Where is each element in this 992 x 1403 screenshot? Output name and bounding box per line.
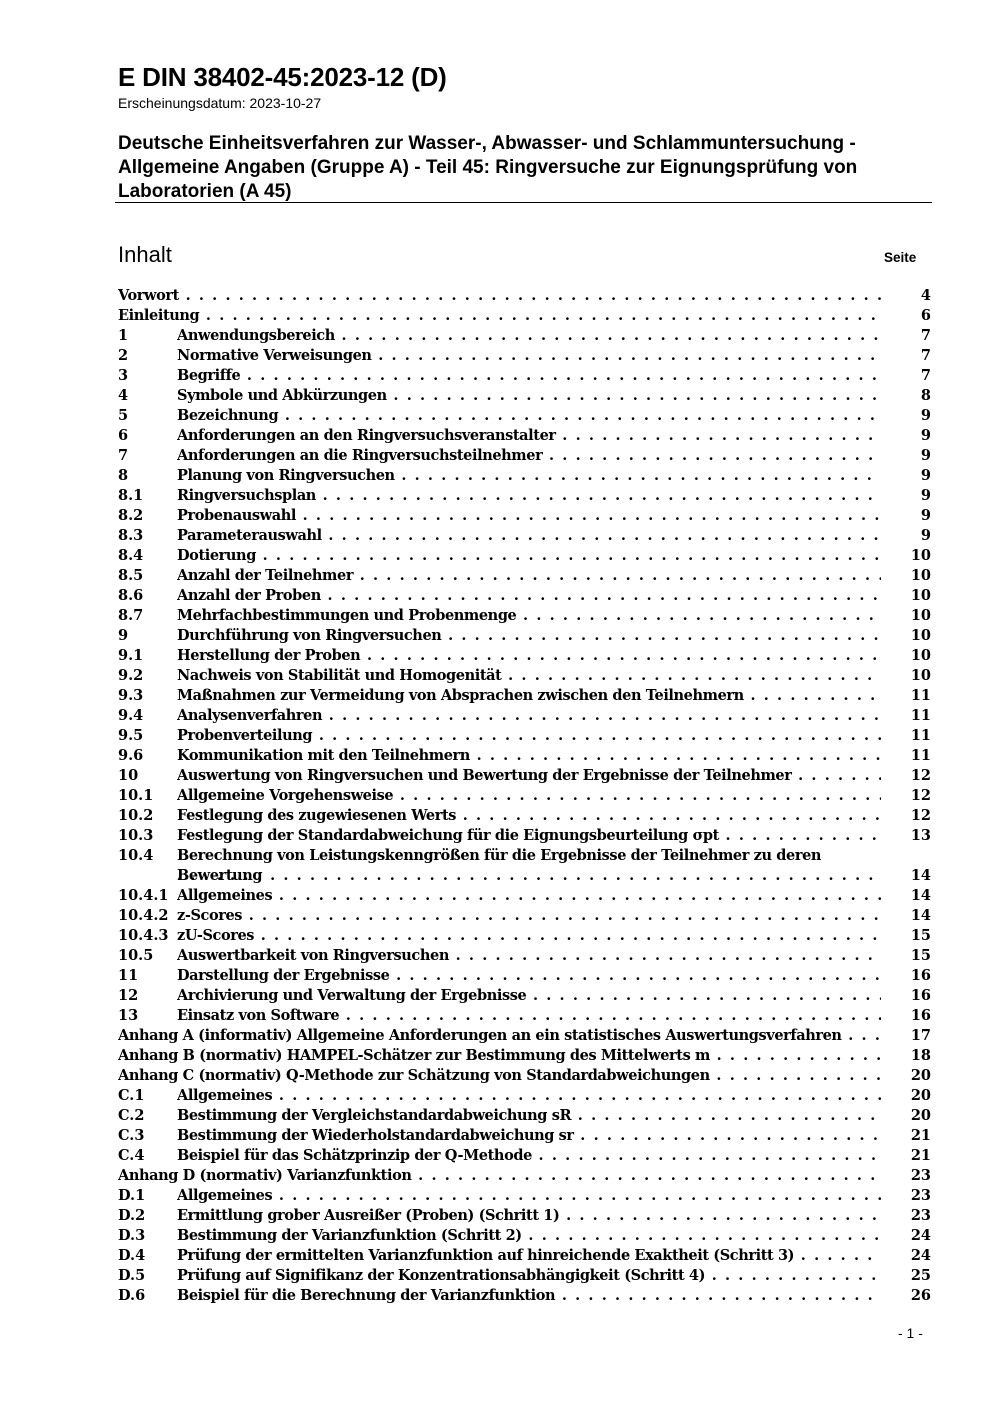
toc-entry-title: Prüfung der ermittelten Varianzfunktion auf hinreichende Exaktheit (Schritt 3) . . . <box>177 1246 881 1266</box>
toc-entry[interactable] <box>118 486 931 506</box>
toc-entry-number: 8.5 <box>118 567 144 584</box>
toc-entry-number: 8.6 <box>118 587 144 604</box>
toc-entry[interactable] <box>118 426 931 446</box>
toc-entry[interactable] <box>118 1286 931 1306</box>
toc-entry-title: Ermittlung grober Ausreißer (Proben) (Schritt 1) . . . <box>177 1206 881 1226</box>
toc-entry-title: Auswertbarkeit von Ringversuchen . . . <box>177 946 881 966</box>
toc-entry-title: Analysenverfahren . . . <box>177 706 881 726</box>
toc-entry-page: 11 <box>910 747 931 764</box>
toc-entry-page: 20 <box>910 1107 931 1124</box>
toc-entry-number: 8.3 <box>118 527 144 544</box>
toc-entry-number: D.1 <box>118 1187 146 1204</box>
toc-entry-number: 9.3 <box>118 687 144 704</box>
toc-entry[interactable] <box>118 1006 931 1026</box>
toc-entry-page: 10 <box>910 587 931 604</box>
toc-entry-page: 10 <box>910 547 931 564</box>
toc-entry[interactable] <box>118 786 931 806</box>
toc-entry-title: Bestimmung der Varianzfunktion (Schritt 2) . . . <box>177 1226 881 1246</box>
toc-entry-title: Anhang A (informativ) Allgemeine Anforderungen an ein statistisches Auswertungsverfahren . . . <box>118 1026 881 1046</box>
toc-entry-page: 10 <box>910 627 931 644</box>
toc-entry-number: 9.5 <box>118 727 144 744</box>
toc-entry[interactable] <box>118 806 931 826</box>
toc-entry[interactable] <box>118 386 931 406</box>
toc-entry-page: 15 <box>910 947 931 964</box>
toc-entry-page: 14 <box>910 867 931 884</box>
toc-entry-title: Archivierung und Verwaltung der Ergebnisse . . . <box>177 986 881 1006</box>
toc-entry-page: 17 <box>910 1027 931 1044</box>
toc-entry-title: Probenauswahl . . . <box>177 506 881 526</box>
toc-entry[interactable] <box>118 966 931 986</box>
toc-entry-title: Anforderungen an die Ringversuchsteilnehmer . . . <box>177 446 881 466</box>
toc-entry-title: Allgemeine Vorgehensweise . . . <box>177 786 881 806</box>
toc-entry-number: 9.6 <box>118 747 144 764</box>
toc-entry-title: Anforderungen an den Ringversuchsveranstalter . . . <box>177 426 881 446</box>
toc-entry-number: 8 <box>118 467 129 484</box>
toc-entry-page: 24 <box>910 1247 931 1264</box>
toc-entry-page: 25 <box>910 1267 931 1284</box>
toc-entry[interactable] <box>118 1046 931 1066</box>
toc-entry-title: Nachweis von Stabilität und Homogenität . . . <box>177 666 881 686</box>
toc-entry-title: Normative Verweisungen . . . <box>177 346 881 366</box>
toc-entry-number: 10.2 <box>118 807 154 824</box>
toc-entry-page: 7 <box>920 327 931 344</box>
toc-entry-page: 12 <box>910 807 931 824</box>
toc-entry-title: Herstellung der Proben . . . <box>177 646 881 666</box>
toc-entry-page: 4 <box>920 287 931 304</box>
toc-entry[interactable] <box>118 826 931 846</box>
toc-entry-page: 9 <box>920 507 931 524</box>
toc-entry-title: Symbole und Abkürzungen . . . <box>177 386 881 406</box>
toc-entry-page: 20 <box>910 1087 931 1104</box>
toc-entry[interactable] <box>118 906 931 926</box>
toc-entry[interactable] <box>118 366 931 386</box>
toc-entry-page: 11 <box>910 707 931 724</box>
toc-entry[interactable] <box>118 926 931 946</box>
toc-entry-page: 23 <box>910 1167 931 1184</box>
toc-entry[interactable] <box>118 1066 931 1086</box>
toc-entry-number: 10.3 <box>118 827 154 844</box>
toc-entry-number: 3 <box>118 367 129 384</box>
toc-entry-number: 11 <box>118 967 139 984</box>
toc-entry-page: 9 <box>920 527 931 544</box>
toc-entry[interactable] <box>118 406 931 426</box>
toc-entry-number: C.2 <box>118 1107 145 1124</box>
toc-entry-title: Anzahl der Proben . . . <box>177 586 881 606</box>
toc-entry-title: Bezeichnung . . . <box>177 406 881 426</box>
toc-entry-title: Bestimmung der Wiederholstandardabweichung sr . . . <box>177 1126 881 1146</box>
toc-entry[interactable] <box>118 306 931 326</box>
toc-entry-number: 10.4.3 <box>118 927 169 944</box>
toc-entry[interactable] <box>118 1126 931 1146</box>
toc-entry[interactable] <box>118 1166 931 1186</box>
toc-entry-page: 24 <box>910 1227 931 1244</box>
toc-entry-title: Einleitung . . . <box>118 306 881 326</box>
toc-entry-page: 9 <box>920 427 931 444</box>
toc-entry-page: 16 <box>910 987 931 1004</box>
toc-entry-page: 13 <box>910 827 931 844</box>
toc-entry-title: Berechnung von Leistungskenngrößen für die Ergebnisse der Teilnehmer zu deren Bewertung <box>177 847 822 884</box>
toc-leader-dots <box>177 866 881 886</box>
toc-entry[interactable] <box>118 1206 931 1226</box>
toc-entry[interactable] <box>118 1186 931 1206</box>
toc-entry[interactable] <box>118 1106 931 1126</box>
toc-entry-number: 8.7 <box>118 607 144 624</box>
toc-entry-page: 11 <box>910 727 931 744</box>
toc-entry-number: 8.4 <box>118 547 144 564</box>
toc-entry[interactable] <box>118 586 931 606</box>
toc-entry-page: 10 <box>910 567 931 584</box>
toc-entry-page: 15 <box>910 927 931 944</box>
toc-entry[interactable] <box>118 446 931 466</box>
toc-entry-number: D.6 <box>118 1287 146 1304</box>
toc-entry-number: 4 <box>118 387 129 404</box>
title-divider <box>115 202 932 203</box>
toc-entry-number: 10.1 <box>118 787 154 804</box>
toc-entry-number: 9.4 <box>118 707 144 724</box>
toc-entry-title: Anhang C (normativ) Q-Methode zur Schätzung von Standardabweichungen . . . <box>118 1066 881 1086</box>
toc-entry-number: 9.2 <box>118 667 144 684</box>
page-column-heading: Seite <box>884 250 917 265</box>
toc-entry-title: Festlegung des zugewiesenen Werts . . . <box>177 806 881 826</box>
toc-entry-title: Anhang B (normativ) HAMPEL-Schätzer zur Bestimmung des Mittelwerts m . . . <box>118 1046 881 1066</box>
toc-entry-title: Mehrfachbestimmungen und Probenmenge . . . <box>177 606 881 626</box>
toc-entry[interactable] <box>118 646 931 666</box>
toc-entry-page: 7 <box>920 347 931 364</box>
toc-entry-page: 20 <box>910 1067 931 1084</box>
toc-entry-page: 26 <box>910 1287 931 1304</box>
toc-entry[interactable] <box>118 1246 931 1266</box>
toc-entry-number: 10.4.2 <box>118 907 169 924</box>
toc-entry[interactable] <box>118 1266 931 1286</box>
toc-entry-page: 10 <box>910 607 931 624</box>
toc-entry-number: C.4 <box>118 1147 145 1164</box>
toc-entry-page: 9 <box>920 467 931 484</box>
toc-entry-page: 10 <box>910 667 931 684</box>
toc-entry[interactable] <box>118 1146 931 1166</box>
toc-entry-title: Kommunikation mit den Teilnehmern . . . <box>177 746 881 766</box>
toc-entry-page: 18 <box>910 1047 931 1064</box>
toc-entry-number: 10.4.1 <box>118 887 169 904</box>
toc-entry-number: 8.1 <box>118 487 144 504</box>
toc-entry-title: Bestimmung der Vergleichstandardabweichung sR . . . <box>177 1106 881 1126</box>
toc-heading: Inhalt <box>118 242 172 267</box>
toc-entry-number: D.4 <box>118 1247 146 1264</box>
toc-entry-title: Allgemeines . . . <box>177 886 881 906</box>
toc-entry-title: Durchführung von Ringversuchen . . . <box>177 626 881 646</box>
toc-entry-number: 13 <box>118 1007 139 1024</box>
toc-entry-page: 6 <box>920 307 931 324</box>
toc-entry-number: 10.5 <box>118 947 154 964</box>
toc-entry[interactable] <box>118 286 931 306</box>
toc-entry-title: z-Scores . . . <box>177 906 881 926</box>
toc-entry-page: 14 <box>910 887 931 904</box>
toc-entry-page: 10 <box>910 647 931 664</box>
toc-entry[interactable] <box>118 346 931 366</box>
toc-entry-number: D.2 <box>118 1207 146 1224</box>
toc-entry-title: Ringversuchsplan . . . <box>177 486 881 506</box>
toc-entry-page: 11 <box>910 687 931 704</box>
toc-entry-title: Dotierung . . . <box>177 546 881 566</box>
toc-entry-title: Probenverteilung . . . <box>177 726 881 746</box>
toc-entry[interactable] <box>118 1086 931 1106</box>
toc-entry-page: 14 <box>910 907 931 924</box>
toc-entry[interactable] <box>118 546 931 566</box>
toc-entry[interactable] <box>118 526 931 546</box>
toc-entry-title: Anwendungsbereich . . . <box>177 326 881 346</box>
toc-entry-number: C.1 <box>118 1087 145 1104</box>
toc-entry-page: 21 <box>910 1127 931 1144</box>
toc-entry-title: Beispiel für die Berechnung der Varianzfunktion . . . <box>177 1286 881 1306</box>
toc-entry[interactable] <box>118 326 931 346</box>
toc-entry[interactable] <box>118 506 931 526</box>
toc-entry-title: Allgemeines . . . <box>177 1186 881 1206</box>
toc-entry-number: 2 <box>118 347 129 364</box>
toc-entry-number: 10.4 <box>118 847 154 864</box>
toc-entry[interactable] <box>118 746 931 766</box>
toc-entry-number: 9 <box>118 627 129 644</box>
toc-entry-title: zU-Scores . . . <box>177 926 881 946</box>
toc-entry-page: 8 <box>920 387 931 404</box>
toc-entry[interactable] <box>118 686 931 706</box>
toc-entry[interactable] <box>118 1226 931 1246</box>
toc-entry[interactable] <box>118 566 931 586</box>
table-of-contents <box>118 286 931 1306</box>
toc-entry-title: Allgemeines . . . <box>177 1086 881 1106</box>
toc-entry[interactable] <box>118 726 931 746</box>
toc-entry-title: Anhang D (normativ) Varianzfunktion . . . <box>118 1166 881 1186</box>
toc-entry[interactable] <box>118 626 931 646</box>
toc-entry-number: 9.1 <box>118 647 144 664</box>
toc-entry-page: 7 <box>920 367 931 384</box>
toc-entry-title: Festlegung der Standardabweichung für die Eignungsbeurteilung σpt . . . <box>177 826 881 846</box>
toc-entry-page: 9 <box>920 407 931 424</box>
document-id: E DIN 38402-45:2023-12 (D) <box>118 62 447 92</box>
document-title: Deutsche Einheitsverfahren zur Wasser-, Abwasser- und Schlammuntersuchung - Allgemeine Angaben (Gruppe A) - Teil 45: Ringversuche zur Eignungsprüfung von Laboratorien (A 45) <box>118 133 858 202</box>
toc-entry[interactable] <box>118 1026 931 1046</box>
toc-entry-page: 23 <box>910 1207 931 1224</box>
toc-entry-title: Einsatz von Software . . . <box>177 1006 881 1026</box>
toc-entry-number: D.3 <box>118 1227 146 1244</box>
toc-entry[interactable] <box>118 706 931 726</box>
toc-entry-title: Parameterauswahl . . . <box>177 526 881 546</box>
toc-entry-number: C.3 <box>118 1127 145 1144</box>
toc-entry-number: 7 <box>118 447 129 464</box>
toc-entry[interactable] <box>118 466 931 486</box>
toc-entry[interactable] <box>118 986 931 1006</box>
toc-entry-number: 12 <box>118 987 139 1004</box>
toc-entry[interactable] <box>118 666 931 686</box>
toc-entry-title: Beispiel für das Schätzprinzip der Q-Methode . . . <box>177 1146 881 1166</box>
toc-entry-number: D.5 <box>118 1267 146 1284</box>
toc-entry-title: Vorwort . . . <box>118 286 881 306</box>
page-number: - 1 - <box>898 1325 923 1341</box>
toc-entry-title: Anzahl der Teilnehmer . . . <box>177 566 881 586</box>
toc-entry-page: 23 <box>910 1187 931 1204</box>
toc-entry-page: 16 <box>910 967 931 984</box>
toc-entry-number: 6 <box>118 427 129 444</box>
toc-entry-page: 21 <box>910 1147 931 1164</box>
toc-entry-page: 12 <box>910 787 931 804</box>
toc-entry-title: Begriffe . . . <box>177 366 881 386</box>
toc-entry[interactable] <box>118 946 931 966</box>
toc-entry-title: Prüfung auf Signifikanz der Konzentrationsabhängigkeit (Schritt 4) . . . <box>177 1266 881 1286</box>
toc-entry-title: Maßnahmen zur Vermeidung von Absprachen zwischen den Teilnehmern . . . <box>177 686 881 706</box>
toc-entry-title: Planung von Ringversuchen . . . <box>177 466 881 486</box>
toc-entry-page: 12 <box>910 767 931 784</box>
toc-entry-number: 1 <box>118 327 129 344</box>
toc-entry-number: 8.2 <box>118 507 144 524</box>
toc-entry[interactable] <box>118 886 931 906</box>
toc-entry-page: 9 <box>920 487 931 504</box>
publication-date: Erscheinungsdatum: 2023-10-27 <box>118 95 322 111</box>
toc-entry[interactable] <box>118 766 931 786</box>
toc-entry-title: Auswertung von Ringversuchen und Bewertung der Ergebnisse der Teilnehmer . . . <box>177 766 881 786</box>
toc-entry[interactable] <box>118 846 931 886</box>
toc-entry-page: 16 <box>910 1007 931 1024</box>
toc-entry[interactable] <box>118 606 931 626</box>
toc-entry-page: 9 <box>920 447 931 464</box>
toc-entry-number: 10 <box>118 767 139 784</box>
toc-entry-number: 5 <box>118 407 129 424</box>
toc-entry-title: Darstellung der Ergebnisse . . . <box>177 966 881 986</box>
